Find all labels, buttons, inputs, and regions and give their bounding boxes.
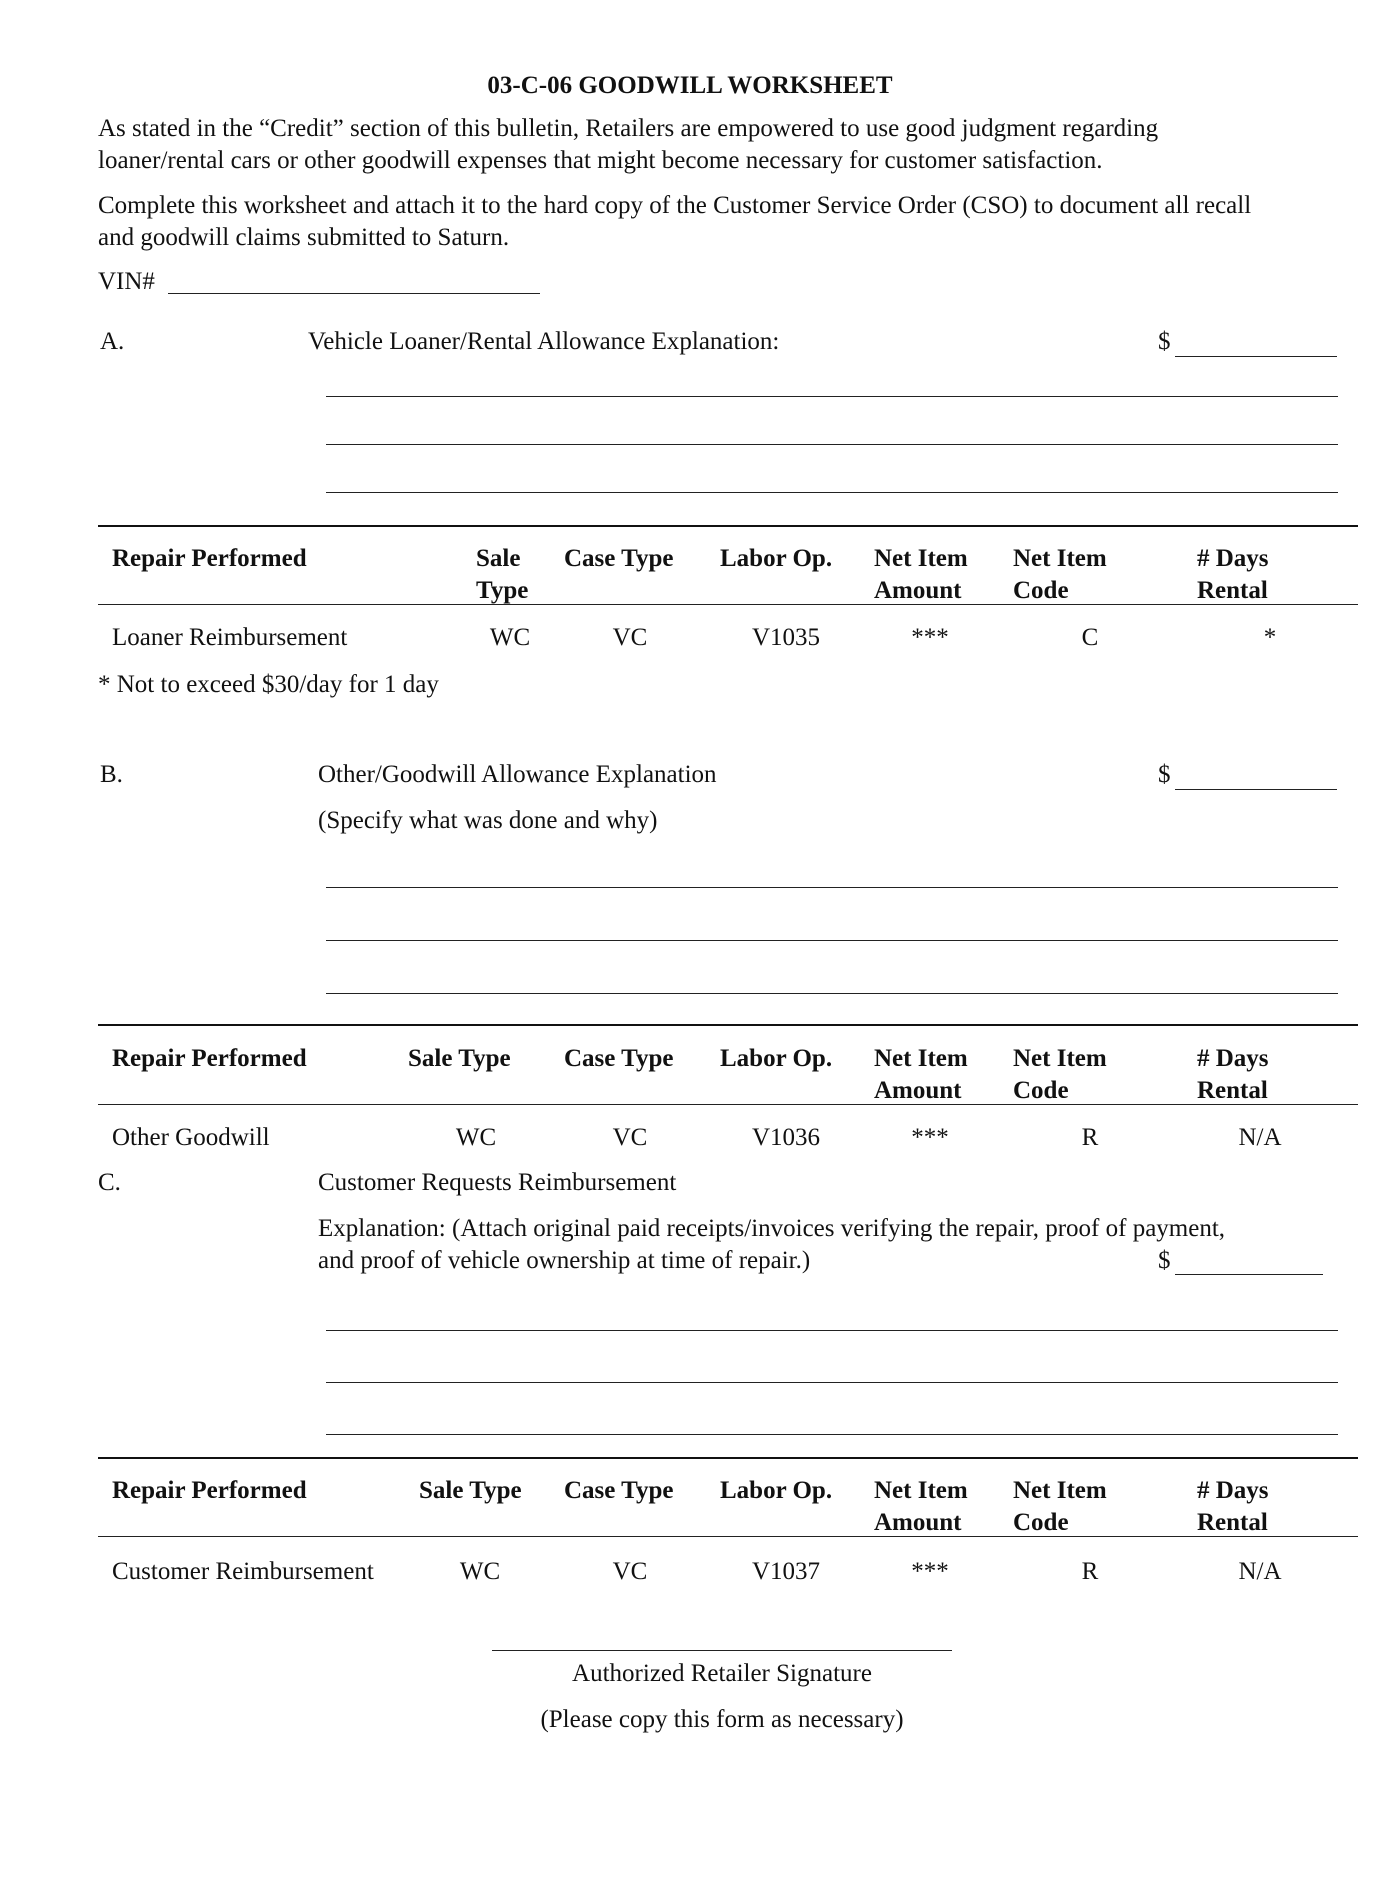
row-repair: Customer Reimbursement bbox=[112, 1558, 374, 1585]
row-days-rental: N/A bbox=[1238, 1124, 1282, 1151]
section-c-amount-line[interactable] bbox=[1175, 1274, 1323, 1275]
section-b-letter: B. bbox=[100, 761, 123, 788]
loaner-note: * Not to exceed $30/day for 1 day bbox=[98, 671, 439, 698]
intro-paragraph-1-line-1: As stated in the “Credit” section of this bulletin, Retailers are empowered to use good judgment regarding bbox=[98, 115, 1159, 142]
table-c-top-rule bbox=[98, 1457, 1358, 1459]
table-c-header-net-amount-line-1: Net Item bbox=[874, 1477, 968, 1504]
table-a-header-net-code-line-2: Code bbox=[1013, 577, 1069, 604]
row-labor-op: V1035 bbox=[751, 624, 821, 651]
table-a-header-repair: Repair Performed bbox=[112, 545, 307, 572]
table-a-header-net-code-line-1: Net Item bbox=[1013, 545, 1107, 572]
row-labor-op: V1037 bbox=[751, 1558, 821, 1585]
section-a-explanation-line-1[interactable] bbox=[326, 396, 1338, 397]
table-c-header-rule bbox=[98, 1536, 1358, 1537]
table-b-header-days-line-1: # Days bbox=[1197, 1045, 1269, 1072]
table-a-header-sale-type bbox=[476, 543, 528, 607]
table-b-header-case-type: Case Type bbox=[564, 1045, 674, 1072]
table-b-header-net-code-line-1: Net Item bbox=[1013, 1045, 1107, 1072]
section-b-explanation-line-2[interactable] bbox=[326, 940, 1338, 941]
table-b-header-sale-type: Sale Type bbox=[408, 1045, 511, 1072]
table-a-header-net-amount bbox=[874, 543, 968, 607]
section-b-explanation-line-1[interactable] bbox=[326, 887, 1338, 888]
row-net-code: R bbox=[1081, 1124, 1099, 1151]
table-c-header-labor-op: Labor Op. bbox=[720, 1477, 833, 1504]
table-a-header-days-line-1: # Days bbox=[1197, 545, 1269, 572]
table-a-header-labor-op: Labor Op. bbox=[720, 545, 833, 572]
row-net-code: R bbox=[1081, 1558, 1099, 1585]
table-a-header-days-line-2: Rental bbox=[1197, 577, 1268, 604]
row-case-type: VC bbox=[612, 624, 648, 651]
section-a-amount-line[interactable] bbox=[1175, 356, 1337, 357]
row-labor-op: V1036 bbox=[751, 1124, 821, 1151]
section-a-heading: Vehicle Loaner/Rental Allowance Explanation: bbox=[308, 328, 780, 355]
table-c-header-days-rental bbox=[1197, 1475, 1269, 1539]
intro-paragraph-1-line-2: loaner/rental cars or other goodwill expenses that might become necessary for customer satisfaction. bbox=[98, 147, 1103, 174]
row-sale-type: WC bbox=[455, 1124, 497, 1151]
table-a-header-sale-line-1: Sale bbox=[476, 545, 521, 572]
row-net-amount: *** bbox=[911, 624, 949, 651]
table-c-header-case-type: Case Type bbox=[564, 1477, 674, 1504]
section-c-explanation-input-line-1[interactable] bbox=[326, 1330, 1338, 1331]
signature-line[interactable] bbox=[492, 1650, 952, 1651]
table-b-header-labor-op: Labor Op. bbox=[720, 1045, 833, 1072]
row-net-amount: *** bbox=[911, 1558, 949, 1585]
section-b-heading: Other/Goodwill Allowance Explanation bbox=[318, 761, 717, 788]
section-b-explanation-line-3[interactable] bbox=[326, 993, 1338, 994]
table-a-top-rule bbox=[98, 525, 1358, 527]
table-b-header-repair: Repair Performed bbox=[112, 1045, 307, 1072]
page-title: 03-C-06 GOODWILL WORKSHEET bbox=[487, 72, 893, 99]
row-days-rental: * bbox=[1263, 624, 1277, 651]
table-b-header-days-line-2: Rental bbox=[1197, 1077, 1268, 1104]
table-c-header-net-code bbox=[1013, 1475, 1107, 1539]
section-b-subheading: (Specify what was done and why) bbox=[318, 807, 658, 834]
row-days-rental: N/A bbox=[1238, 1558, 1282, 1585]
row-case-type: VC bbox=[612, 1124, 648, 1151]
signature-label: Authorized Retailer Signature bbox=[572, 1660, 872, 1687]
row-net-amount: *** bbox=[911, 1124, 949, 1151]
intro-paragraph-2-line-1: Complete this worksheet and attach it to the hard copy of the Customer Service Order (CSO) to document all recall bbox=[98, 192, 1252, 219]
row-net-code: C bbox=[1081, 624, 1099, 651]
section-c-explanation-input-line-3[interactable] bbox=[326, 1434, 1338, 1435]
table-b-header-days-rental bbox=[1197, 1043, 1269, 1107]
vin-input-line[interactable] bbox=[168, 293, 540, 294]
vin-label: VIN# bbox=[98, 268, 155, 295]
section-c-explanation-line-1: Explanation: (Attach original paid receipts/invoices verifying the repair, proof of payment, bbox=[318, 1215, 1226, 1242]
section-c-explanation-line-2: and proof of vehicle ownership at time of repair.) bbox=[318, 1247, 811, 1274]
table-c-header-days-line-1: # Days bbox=[1197, 1477, 1269, 1504]
table-b-header-rule bbox=[98, 1104, 1358, 1105]
table-a-header-net-amount-line-1: Net Item bbox=[874, 545, 968, 572]
row-repair: Loaner Reimbursement bbox=[112, 624, 348, 651]
table-c-header-net-code-line-2: Code bbox=[1013, 1509, 1069, 1536]
section-c-explanation-input-line-2[interactable] bbox=[326, 1382, 1338, 1383]
row-sale-type: WC bbox=[489, 624, 531, 651]
table-c-header-net-code-line-1: Net Item bbox=[1013, 1477, 1107, 1504]
section-a-dollar-sign: $ bbox=[1158, 328, 1171, 355]
section-a-explanation-line-2[interactable] bbox=[326, 444, 1338, 445]
copy-note: (Please copy this form as necessary) bbox=[540, 1706, 904, 1733]
table-b-header-net-amount-line-2: Amount bbox=[874, 1077, 962, 1104]
table-b-header-net-amount-line-1: Net Item bbox=[874, 1045, 968, 1072]
section-a-explanation-line-3[interactable] bbox=[326, 492, 1338, 493]
table-a-header-net-code bbox=[1013, 543, 1107, 607]
table-c-header-sale-type: Sale Type bbox=[419, 1477, 522, 1504]
row-sale-type: WC bbox=[459, 1558, 501, 1585]
table-b-header-net-code-line-2: Code bbox=[1013, 1077, 1069, 1104]
row-repair: Other Goodwill bbox=[112, 1124, 270, 1151]
section-a-letter: A. bbox=[100, 328, 125, 355]
table-a-header-case-type: Case Type bbox=[564, 545, 674, 572]
section-b-amount-line[interactable] bbox=[1175, 789, 1337, 790]
section-b-dollar-sign: $ bbox=[1158, 761, 1171, 788]
table-a-header-sale-line-2: Type bbox=[476, 577, 529, 604]
table-c-header-net-amount bbox=[874, 1475, 968, 1539]
section-c-letter: C. bbox=[98, 1169, 121, 1196]
table-a-header-days-rental bbox=[1197, 543, 1269, 607]
row-case-type: VC bbox=[612, 1558, 648, 1585]
table-b-header-net-code bbox=[1013, 1043, 1107, 1107]
intro-paragraph-2-line-2: and goodwill claims submitted to Saturn. bbox=[98, 224, 510, 251]
table-a-header-net-amount-line-2: Amount bbox=[874, 577, 962, 604]
section-c-heading: Customer Requests Reimbursement bbox=[318, 1169, 677, 1196]
table-b-top-rule bbox=[98, 1024, 1358, 1026]
table-c-header-net-amount-line-2: Amount bbox=[874, 1509, 962, 1536]
table-c-header-repair: Repair Performed bbox=[112, 1477, 307, 1504]
table-a-header-rule bbox=[98, 604, 1358, 605]
table-b-header-net-amount bbox=[874, 1043, 968, 1107]
table-c-header-days-line-2: Rental bbox=[1197, 1509, 1268, 1536]
section-c-dollar-sign: $ bbox=[1158, 1247, 1171, 1274]
